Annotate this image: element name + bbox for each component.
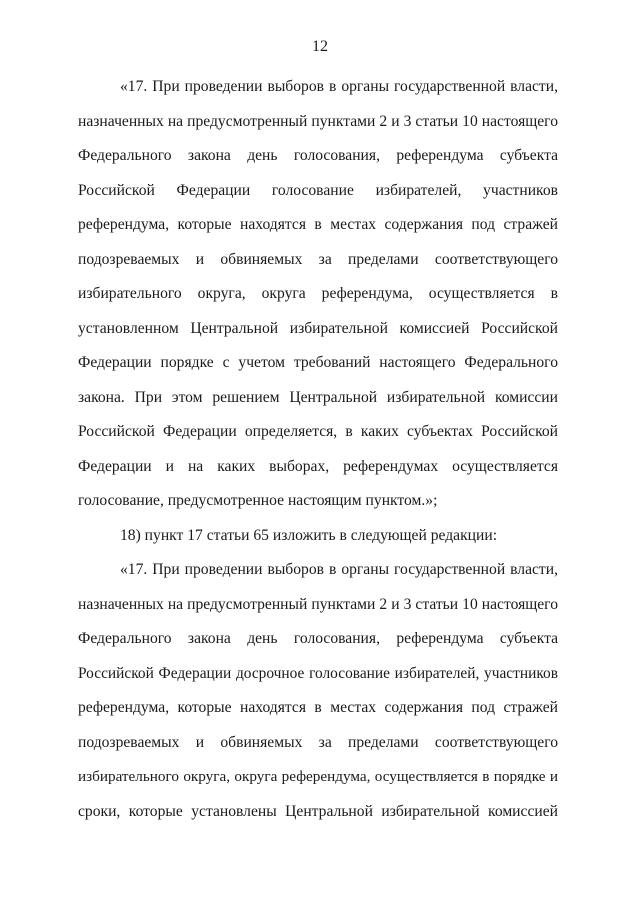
text-line: подозреваемых и обвиняемых за пределами соответствующего [78, 733, 558, 751]
text-line: избирательного округа, округа референдума, осуществляется в [78, 285, 558, 302]
text-line: назначенных на предусмотренный пунктами 2 и 3 статьи 10 настоящего [78, 595, 558, 613]
text-line: голосование, предусмотренное настоящим пунктом.»; [78, 492, 438, 509]
paragraph-clause-17-new [78, 559, 558, 835]
text-line: референдума, которые находятся в местах содержания под стражей [78, 699, 558, 716]
paragraph-clause-17-original [78, 76, 558, 525]
text-line: 18) пункт 17 статьи 65 изложить в следующей редакции: [120, 526, 498, 544]
text-line: Федерального закона день голосования, референдума субъекта [78, 147, 558, 164]
text-line: установленном Центральной избирательной комиссией Российской [78, 319, 558, 337]
page-number: 12 [312, 38, 328, 55]
text-line: референдума, которые находятся в местах содержания под стражей [78, 216, 558, 233]
text-line: «17. При проведении выборов в органы государственной власти, [120, 561, 558, 578]
text-line: Российской Федерации голосование избирателей, участников [78, 181, 558, 199]
text-line: сроки, которые установлены Центральной избирательной комиссией [78, 802, 558, 820]
text-line: Российской Федерации определяется, в каких субъектах Российской [78, 423, 558, 440]
text-line: Федерального закона день голосования, референдума субъекта [78, 630, 558, 647]
text-line: «17. При проведении выборов в органы государственной власти, [120, 78, 558, 95]
text-line: Российской Федерации досрочное голосование избирателей, участников [78, 664, 558, 682]
text-line: подозреваемых и обвиняемых за пределами соответствующего [78, 250, 558, 268]
text-line: закона. При этом решением Центральной избирательной комиссии [78, 388, 558, 406]
text-line: Федерации порядке с учетом требований настоящего Федерального [78, 354, 558, 371]
text-line: назначенных на предусмотренный пунктами 2 и 3 статьи 10 настоящего [78, 112, 558, 130]
paragraph-item-18 [78, 525, 558, 560]
document-body [78, 76, 558, 835]
text-line: Федерации и на каких выборах, референдумах осуществляется [78, 457, 558, 475]
text-line: избирательного округа, округа референдума, осуществляется в порядке и [78, 768, 558, 785]
